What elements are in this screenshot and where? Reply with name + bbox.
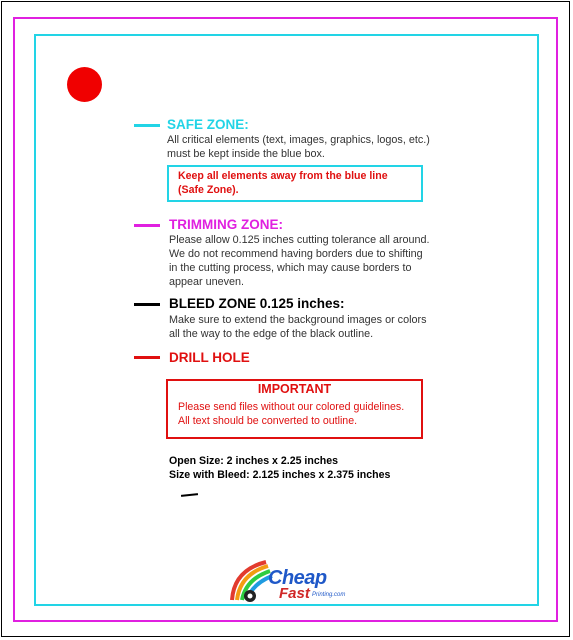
important-text (178, 401, 404, 428)
logo-word-cheap: Cheap (268, 567, 327, 589)
bleed-size-text: Size with Bleed: 2.125 inches x 2.375 inches (169, 468, 391, 481)
safe-zone-text-1: All critical elements (text, images, graphics, logos, etc.) (167, 134, 430, 146)
trimming-zone-text-3: in the cutting process, which may cause borders to (169, 262, 412, 274)
bleed-zone-legend-line (134, 303, 160, 306)
bleed-zone-text-2: all the way to the edge of the black outline. (169, 328, 374, 340)
important-text-line-2: All text should be converted to outline. (178, 414, 358, 427)
important-text-line-1: Please send files without our colored guidelines. (178, 401, 405, 413)
drill-hole-title: DRILL HOLE (169, 350, 250, 365)
logo-word-printing: Printing.com (312, 592, 346, 598)
safe-zone-note-line-1: Keep all elements away from the blue line (178, 170, 388, 182)
safe-zone-note-line-2: (Safe Zone). (178, 184, 239, 196)
open-size-text: Open Size: 2 inches x 2.25 inches (169, 455, 338, 467)
bleed-zone-title: BLEED ZONE 0.125 inches: (169, 296, 345, 311)
safe-zone-title: SAFE ZONE: (167, 117, 249, 132)
drill-hole-marker (67, 67, 102, 102)
trimming-zone-text-2: We do not recommend having borders due to shifting (169, 248, 423, 260)
trimming-zone-legend-line (134, 224, 160, 227)
important-title: IMPORTANT (257, 382, 332, 396)
safe-zone-legend-line (134, 124, 160, 127)
logo-word-fast: Fast (279, 585, 310, 602)
trimming-zone-title: TRIMMING ZONE: (169, 217, 283, 232)
safe-zone-text-2: must be kept inside the blue box. (167, 148, 325, 160)
bleed-zone-text-1: Make sure to extend the background images or colors (169, 314, 427, 326)
size-info (169, 455, 390, 482)
trimming-zone-text-4: appear uneven. (169, 276, 245, 288)
trimming-zone-text-1: Please allow 0.125 inches cutting tolerance all around. (169, 234, 430, 246)
safe-zone-note (178, 169, 388, 197)
drill-hole-legend-line (134, 356, 160, 359)
